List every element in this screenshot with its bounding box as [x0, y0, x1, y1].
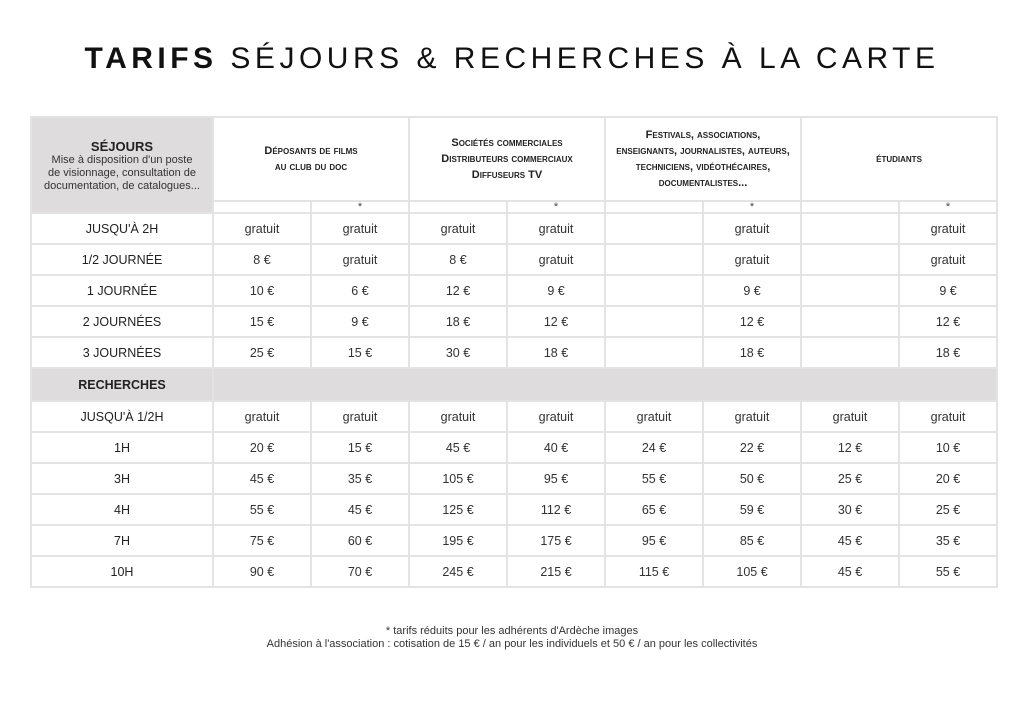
group-header-line: Diffuseurs TV: [471, 169, 543, 181]
price-cell: [605, 306, 703, 337]
price-cell: gratuit: [507, 401, 605, 432]
price-cell: 125 €: [409, 494, 507, 525]
price-cell: 40 €: [507, 432, 605, 463]
price-cell: 18 €: [703, 337, 801, 368]
price-cell: 55 €: [899, 556, 997, 587]
row-label: 4H: [31, 494, 213, 525]
group-header-line: Distributeurs commerciaux: [441, 153, 573, 165]
price-cell: 15 €: [311, 337, 409, 368]
group-header-line: Sociétés commerciales: [451, 137, 563, 149]
row-label: 1 JOURNÉE: [31, 275, 213, 306]
price-cell: 245 €: [409, 556, 507, 587]
price-cell: 12 €: [507, 306, 605, 337]
price-cell: gratuit: [311, 401, 409, 432]
price-cell: 9 €: [899, 275, 997, 306]
price-cell: 45 €: [311, 494, 409, 525]
table-row: [31, 306, 997, 337]
price-cell: gratuit: [703, 244, 801, 275]
price-cell: 105 €: [409, 463, 507, 494]
price-cell: 65 €: [605, 494, 703, 525]
recherches-body: [31, 401, 997, 587]
row-label: 10H: [31, 556, 213, 587]
price-cell: gratuit: [801, 401, 899, 432]
section-header-recherches: [31, 368, 997, 401]
price-cell: gratuit: [409, 401, 507, 432]
price-cell: 35 €: [899, 525, 997, 556]
pricing-table: [30, 116, 998, 588]
price-cell: 95 €: [605, 525, 703, 556]
table-row: [31, 337, 997, 368]
membership-note: Adhésion à l'association : cotisation de 15 € / an pour les individuels et 50 € / an pour les collectivités: [266, 638, 758, 650]
group-header-line: Déposants de films: [264, 145, 358, 157]
table-row: [31, 213, 997, 244]
price-cell: 9 €: [311, 306, 409, 337]
section-title: RECHERCHES: [31, 368, 213, 401]
header-row: [31, 117, 997, 201]
price-cell: gratuit: [213, 213, 311, 244]
page-title: [0, 42, 1024, 76]
price-cell: gratuit: [899, 401, 997, 432]
price-cell: 15 €: [311, 432, 409, 463]
price-cell: 20 €: [213, 432, 311, 463]
price-cell: 25 €: [899, 494, 997, 525]
row-label: JUSQU'À 2H: [31, 213, 213, 244]
price-cell: [801, 337, 899, 368]
reduced-rate-asterisk: *: [899, 201, 997, 213]
price-cell: gratuit: [605, 401, 703, 432]
price-cell: 95 €: [507, 463, 605, 494]
group-header-line: techniciens, vidéothécaires,: [635, 161, 771, 173]
title-light: SÉJOURS & RECHERCHES À LA CARTE: [230, 42, 940, 75]
price-cell: 18 €: [507, 337, 605, 368]
reduced-rate-note: * tarifs réduits pour les adhérents d'Ardèche images: [385, 625, 639, 637]
price-cell: 195 €: [409, 525, 507, 556]
price-cell: gratuit: [409, 213, 507, 244]
sejours-body: [31, 213, 997, 368]
price-cell: 70 €: [311, 556, 409, 587]
price-cell: 22 €: [703, 432, 801, 463]
table-row: [31, 432, 997, 463]
price-cell: 10 €: [213, 275, 311, 306]
price-cell: gratuit: [311, 244, 409, 275]
sub-column-marker: [605, 201, 703, 213]
price-cell: 24 €: [605, 432, 703, 463]
price-cell: [801, 306, 899, 337]
title-bold: TARIFS: [84, 42, 218, 75]
row-label: JUSQU'À 1/2H: [31, 401, 213, 432]
section-header-fill: [213, 368, 997, 401]
price-cell: 25 €: [213, 337, 311, 368]
group-header-etudiants: [801, 117, 997, 201]
sub-column-marker: [213, 201, 311, 213]
price-cell: [605, 213, 703, 244]
price-cell: 6 €: [311, 275, 409, 306]
price-cell: 45 €: [213, 463, 311, 494]
price-cell: 45 €: [409, 432, 507, 463]
table-row: [31, 244, 997, 275]
price-cell: 85 €: [703, 525, 801, 556]
price-cell: 25 €: [801, 463, 899, 494]
price-cell: 12 €: [703, 306, 801, 337]
table-row: [31, 525, 997, 556]
group-header-deposants: [213, 117, 409, 201]
price-cell: 8 €: [213, 244, 311, 275]
price-cell: 45 €: [801, 556, 899, 587]
price-cell: 30 €: [409, 337, 507, 368]
price-cell: gratuit: [899, 244, 997, 275]
sejours-desc-line: documentation, de catalogues...: [44, 180, 200, 192]
sub-column-marker: [409, 201, 507, 213]
row-label: 2 JOURNÉES: [31, 306, 213, 337]
row-label: 3H: [31, 463, 213, 494]
price-cell: [605, 244, 703, 275]
reduced-rate-asterisk: *: [703, 201, 801, 213]
price-cell: gratuit: [899, 213, 997, 244]
footer-notes: [0, 625, 1024, 651]
sejours-desc-line: Mise à disposition d'un poste: [51, 154, 193, 166]
price-cell: [801, 244, 899, 275]
price-cell: 105 €: [703, 556, 801, 587]
price-cell: 55 €: [213, 494, 311, 525]
price-cell: gratuit: [703, 213, 801, 244]
group-header-line: documentalistes...: [658, 177, 748, 189]
price-cell: 12 €: [801, 432, 899, 463]
reduced-rate-asterisk: *: [311, 201, 409, 213]
price-cell: gratuit: [311, 213, 409, 244]
price-cell: 215 €: [507, 556, 605, 587]
table-row: [31, 401, 997, 432]
price-cell: 55 €: [605, 463, 703, 494]
group-header-line: étudiants: [876, 153, 922, 165]
price-cell: gratuit: [213, 401, 311, 432]
price-cell: 50 €: [703, 463, 801, 494]
sejours-desc-line: de visionnage, consultation de: [48, 167, 196, 179]
sejours-header-cell: [31, 117, 213, 213]
price-cell: 45 €: [801, 525, 899, 556]
price-cell: [801, 275, 899, 306]
price-cell: [801, 213, 899, 244]
sub-column-marker: [801, 201, 899, 213]
price-cell: gratuit: [507, 244, 605, 275]
price-cell: 18 €: [899, 337, 997, 368]
table-row: [31, 463, 997, 494]
row-label: 7H: [31, 525, 213, 556]
price-cell: 175 €: [507, 525, 605, 556]
price-cell: 30 €: [801, 494, 899, 525]
table-row: [31, 556, 997, 587]
price-cell: 35 €: [311, 463, 409, 494]
row-label: 1/2 JOURNÉE: [31, 244, 213, 275]
price-cell: 75 €: [213, 525, 311, 556]
price-cell: 59 €: [703, 494, 801, 525]
group-header-societes: [409, 117, 605, 201]
group-header-festivals: [605, 117, 801, 201]
price-cell: 18 €: [409, 306, 507, 337]
price-cell: gratuit: [507, 213, 605, 244]
price-cell: 12 €: [409, 275, 507, 306]
price-cell: 115 €: [605, 556, 703, 587]
price-cell: [605, 275, 703, 306]
price-cell: 15 €: [213, 306, 311, 337]
price-cell: 112 €: [507, 494, 605, 525]
row-label: 1H: [31, 432, 213, 463]
price-cell: 9 €: [703, 275, 801, 306]
group-header-line: enseignants, journalistes, auteurs,: [616, 145, 790, 157]
row-label: 3 JOURNÉES: [31, 337, 213, 368]
reduced-rate-asterisk: *: [507, 201, 605, 213]
table-row: [31, 494, 997, 525]
price-cell: 8 €: [409, 244, 507, 275]
sejours-title: SÉJOURS: [90, 139, 154, 154]
price-cell: gratuit: [703, 401, 801, 432]
group-header-line: au club du doc: [274, 161, 348, 173]
price-cell: 60 €: [311, 525, 409, 556]
group-header-line: Festivals, associations,: [645, 129, 761, 141]
table-row: [31, 275, 997, 306]
recherches-section: [31, 368, 997, 401]
price-cell: 9 €: [507, 275, 605, 306]
price-cell: 12 €: [899, 306, 997, 337]
price-cell: [605, 337, 703, 368]
price-cell: 90 €: [213, 556, 311, 587]
price-cell: 20 €: [899, 463, 997, 494]
price-cell: 10 €: [899, 432, 997, 463]
